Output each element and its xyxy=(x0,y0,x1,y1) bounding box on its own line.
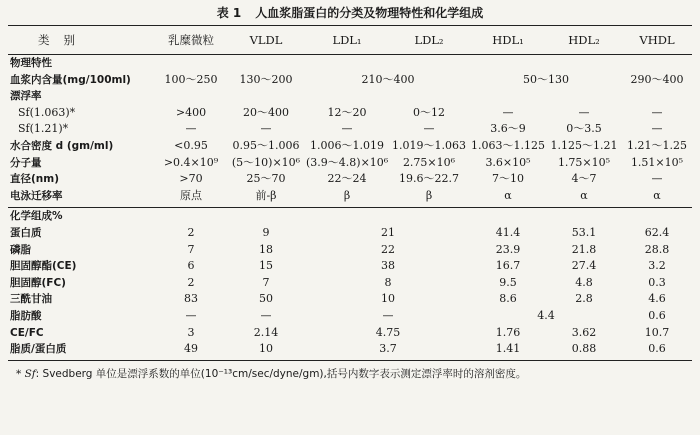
table-row xyxy=(8,242,692,259)
header-row xyxy=(8,26,692,54)
cell: 8.6 xyxy=(499,292,517,306)
cell: 2 xyxy=(187,225,195,239)
cell: 290～400 xyxy=(630,72,684,86)
row-label: CE/FC xyxy=(10,326,44,339)
cell: 3.62 xyxy=(571,325,597,339)
cell: 53.1 xyxy=(571,225,597,239)
cell: 3.6～9 xyxy=(490,122,526,136)
cell: 100～250 xyxy=(164,72,218,86)
row-label: Sf(1.063)* xyxy=(18,105,76,119)
header-col: LDL₁ xyxy=(332,33,362,47)
cell: 2.14 xyxy=(253,325,279,339)
cell: 0～12 xyxy=(413,105,445,119)
row-label: 漂浮率 xyxy=(10,90,42,103)
cell: 1.019～1.063 xyxy=(392,138,466,152)
table-caption xyxy=(8,5,692,21)
cell: 1.063～1.125 xyxy=(471,138,545,152)
row-label: 直径(nm) xyxy=(10,173,60,186)
header-col: VHDL xyxy=(639,33,675,47)
cell: 10.7 xyxy=(644,325,670,339)
cell: 15 xyxy=(259,259,273,273)
cell: 9.5 xyxy=(499,275,517,289)
cell: 2.8 xyxy=(575,292,593,306)
cell: 22～24 xyxy=(327,172,367,186)
cell: β xyxy=(425,188,433,202)
cell: 25～70 xyxy=(246,172,286,186)
section-title-physical: 物理特性 xyxy=(10,57,52,69)
row-label: 蛋白质 xyxy=(10,226,42,239)
cell: — xyxy=(502,105,514,119)
cell: 49 xyxy=(184,342,198,356)
table-row xyxy=(8,341,692,358)
cell: 9 xyxy=(262,225,270,239)
cell: 83 xyxy=(184,292,198,306)
table-row xyxy=(8,171,692,188)
row-label: 脂质/蛋白质 xyxy=(10,343,67,356)
table-row xyxy=(8,72,692,89)
row-label: 分子量 xyxy=(10,156,42,169)
row-label: 电泳迁移率 xyxy=(10,189,63,202)
cell: 0.88 xyxy=(571,342,597,356)
cell: 6 xyxy=(187,259,195,273)
cell: 4～7 xyxy=(571,172,597,186)
footnote-text: : Svedberg 单位是漂浮系数的单位(10⁻¹³cm/sec/dyne/gm),括号内数字表示测定漂浮率时的溶剂密度。 xyxy=(35,367,527,380)
table-row xyxy=(8,155,692,172)
cell: 4.75 xyxy=(375,325,401,339)
cell: 20～400 xyxy=(243,105,289,119)
cell: 7 xyxy=(262,275,270,289)
cell: 3.2 xyxy=(648,259,666,273)
cell: — xyxy=(578,105,590,119)
cell: 3 xyxy=(187,325,195,339)
header-col: HDL₂ xyxy=(568,33,600,47)
cell: 22 xyxy=(381,242,395,256)
cell: 1.006～1.019 xyxy=(310,138,384,152)
cell: 前-β xyxy=(255,188,277,202)
row-label: 胆固醇(FC) xyxy=(10,276,66,289)
cell: >400 xyxy=(175,105,207,119)
cell: 27.4 xyxy=(571,259,597,273)
header-col: LDL₂ xyxy=(414,33,444,47)
cell: 1.75×10⁵ xyxy=(557,155,611,169)
cell: 41.4 xyxy=(495,225,521,239)
row-label: Sf(1.21)* xyxy=(18,122,69,136)
table-row xyxy=(8,138,692,155)
table-row xyxy=(8,188,692,205)
chemical-table xyxy=(8,208,692,357)
row-label: 胆固醇酯(CE) xyxy=(10,260,77,273)
header-col: 乳糜微粒 xyxy=(168,33,214,47)
cell: — xyxy=(651,172,663,186)
cell: 1.21～1.25 xyxy=(627,138,687,152)
row-label: 磷脂 xyxy=(10,243,31,256)
cell: β xyxy=(343,188,351,202)
cell: — xyxy=(260,308,272,322)
cell: 4.6 xyxy=(648,292,666,306)
header-col: VLDL xyxy=(249,33,283,47)
row-label: 三酰甘油 xyxy=(10,293,52,306)
cell: α xyxy=(580,188,588,202)
cell: 1.76 xyxy=(495,325,521,339)
cell: — xyxy=(423,122,435,136)
section-row xyxy=(8,55,692,72)
footnote xyxy=(8,366,692,381)
cell: 210～400 xyxy=(361,72,415,86)
table-row xyxy=(8,88,692,105)
cell: 原点 xyxy=(180,188,202,202)
cell: 2.75×10⁶ xyxy=(402,155,456,169)
cell: — xyxy=(260,122,272,136)
row-label: 脂肪酸 xyxy=(10,309,42,322)
cell: 62.4 xyxy=(644,225,670,239)
cell: 12～20 xyxy=(327,105,367,119)
table-row xyxy=(8,291,692,308)
cell: 38 xyxy=(381,259,395,273)
cell: (5～10)×10⁶ xyxy=(231,155,301,169)
cell: — xyxy=(341,122,353,136)
cell: 0.3 xyxy=(648,275,666,289)
cell: 21 xyxy=(381,225,395,239)
lipoprotein-table xyxy=(8,26,692,54)
cell: 4.8 xyxy=(575,275,593,289)
cell: 10 xyxy=(381,292,395,306)
table-row xyxy=(8,325,692,342)
cell: 8 xyxy=(384,275,392,289)
section-title-chemical: 化学组成% xyxy=(10,210,63,223)
cell: 130～200 xyxy=(239,72,293,86)
cell: 3.6×10⁵ xyxy=(485,155,531,169)
cell: 0.6 xyxy=(648,342,666,356)
cell: 28.8 xyxy=(644,242,670,256)
table-row xyxy=(8,225,692,242)
cell: 3.7 xyxy=(379,342,397,356)
cell: — xyxy=(185,122,197,136)
cell: 50～130 xyxy=(523,72,569,86)
cell: 50 xyxy=(259,292,273,306)
footnote-symbol: * Sf xyxy=(16,367,36,380)
cell: 1.125～1.21 xyxy=(550,138,618,152)
row-label: 血浆内含量(mg/100ml) xyxy=(10,73,131,86)
table-number: 表 1 xyxy=(216,6,242,20)
table-row xyxy=(8,308,692,325)
cell: 21.8 xyxy=(571,242,597,256)
cell: 7～10 xyxy=(492,172,524,186)
cell: 19.6～22.7 xyxy=(399,172,459,186)
cell: 4.4 xyxy=(537,308,555,322)
cell: 18 xyxy=(259,242,273,256)
cell: >70 xyxy=(179,172,203,186)
cell: — xyxy=(382,308,394,322)
cell: 1.41 xyxy=(495,342,521,356)
table-row xyxy=(8,121,692,138)
cell: 0～3.5 xyxy=(566,122,602,136)
table-row xyxy=(8,105,692,122)
cell: 23.9 xyxy=(495,242,521,256)
cell: α xyxy=(504,188,512,202)
table-row xyxy=(8,275,692,292)
cell: 10 xyxy=(259,342,273,356)
cell: <0.95 xyxy=(174,138,208,152)
bottom-rule xyxy=(8,360,692,361)
cell: α xyxy=(653,188,661,202)
cell: 16.7 xyxy=(495,259,521,273)
header-col: HDL₁ xyxy=(492,33,524,47)
cell: 1.51×10⁵ xyxy=(630,155,684,169)
cell: (3.9～4.8)×10⁶ xyxy=(306,155,388,169)
cell: 2 xyxy=(187,275,195,289)
table-title: 人血浆脂蛋白的分类及物理特性和化学组成 xyxy=(255,6,484,20)
cell: — xyxy=(185,308,197,322)
section-row xyxy=(8,208,692,225)
row-label: 水合密度 d (gm/ml) xyxy=(10,139,114,152)
physical-table xyxy=(8,55,692,204)
cell: 7 xyxy=(187,242,195,256)
cell: >0.4×10⁹ xyxy=(163,155,219,169)
cell: 0.95～1.006 xyxy=(232,138,300,152)
table-row xyxy=(8,258,692,275)
cell: — xyxy=(651,105,663,119)
cell: 0.6 xyxy=(648,308,666,322)
header-category: 类别 xyxy=(38,33,89,47)
cell: — xyxy=(651,122,663,136)
